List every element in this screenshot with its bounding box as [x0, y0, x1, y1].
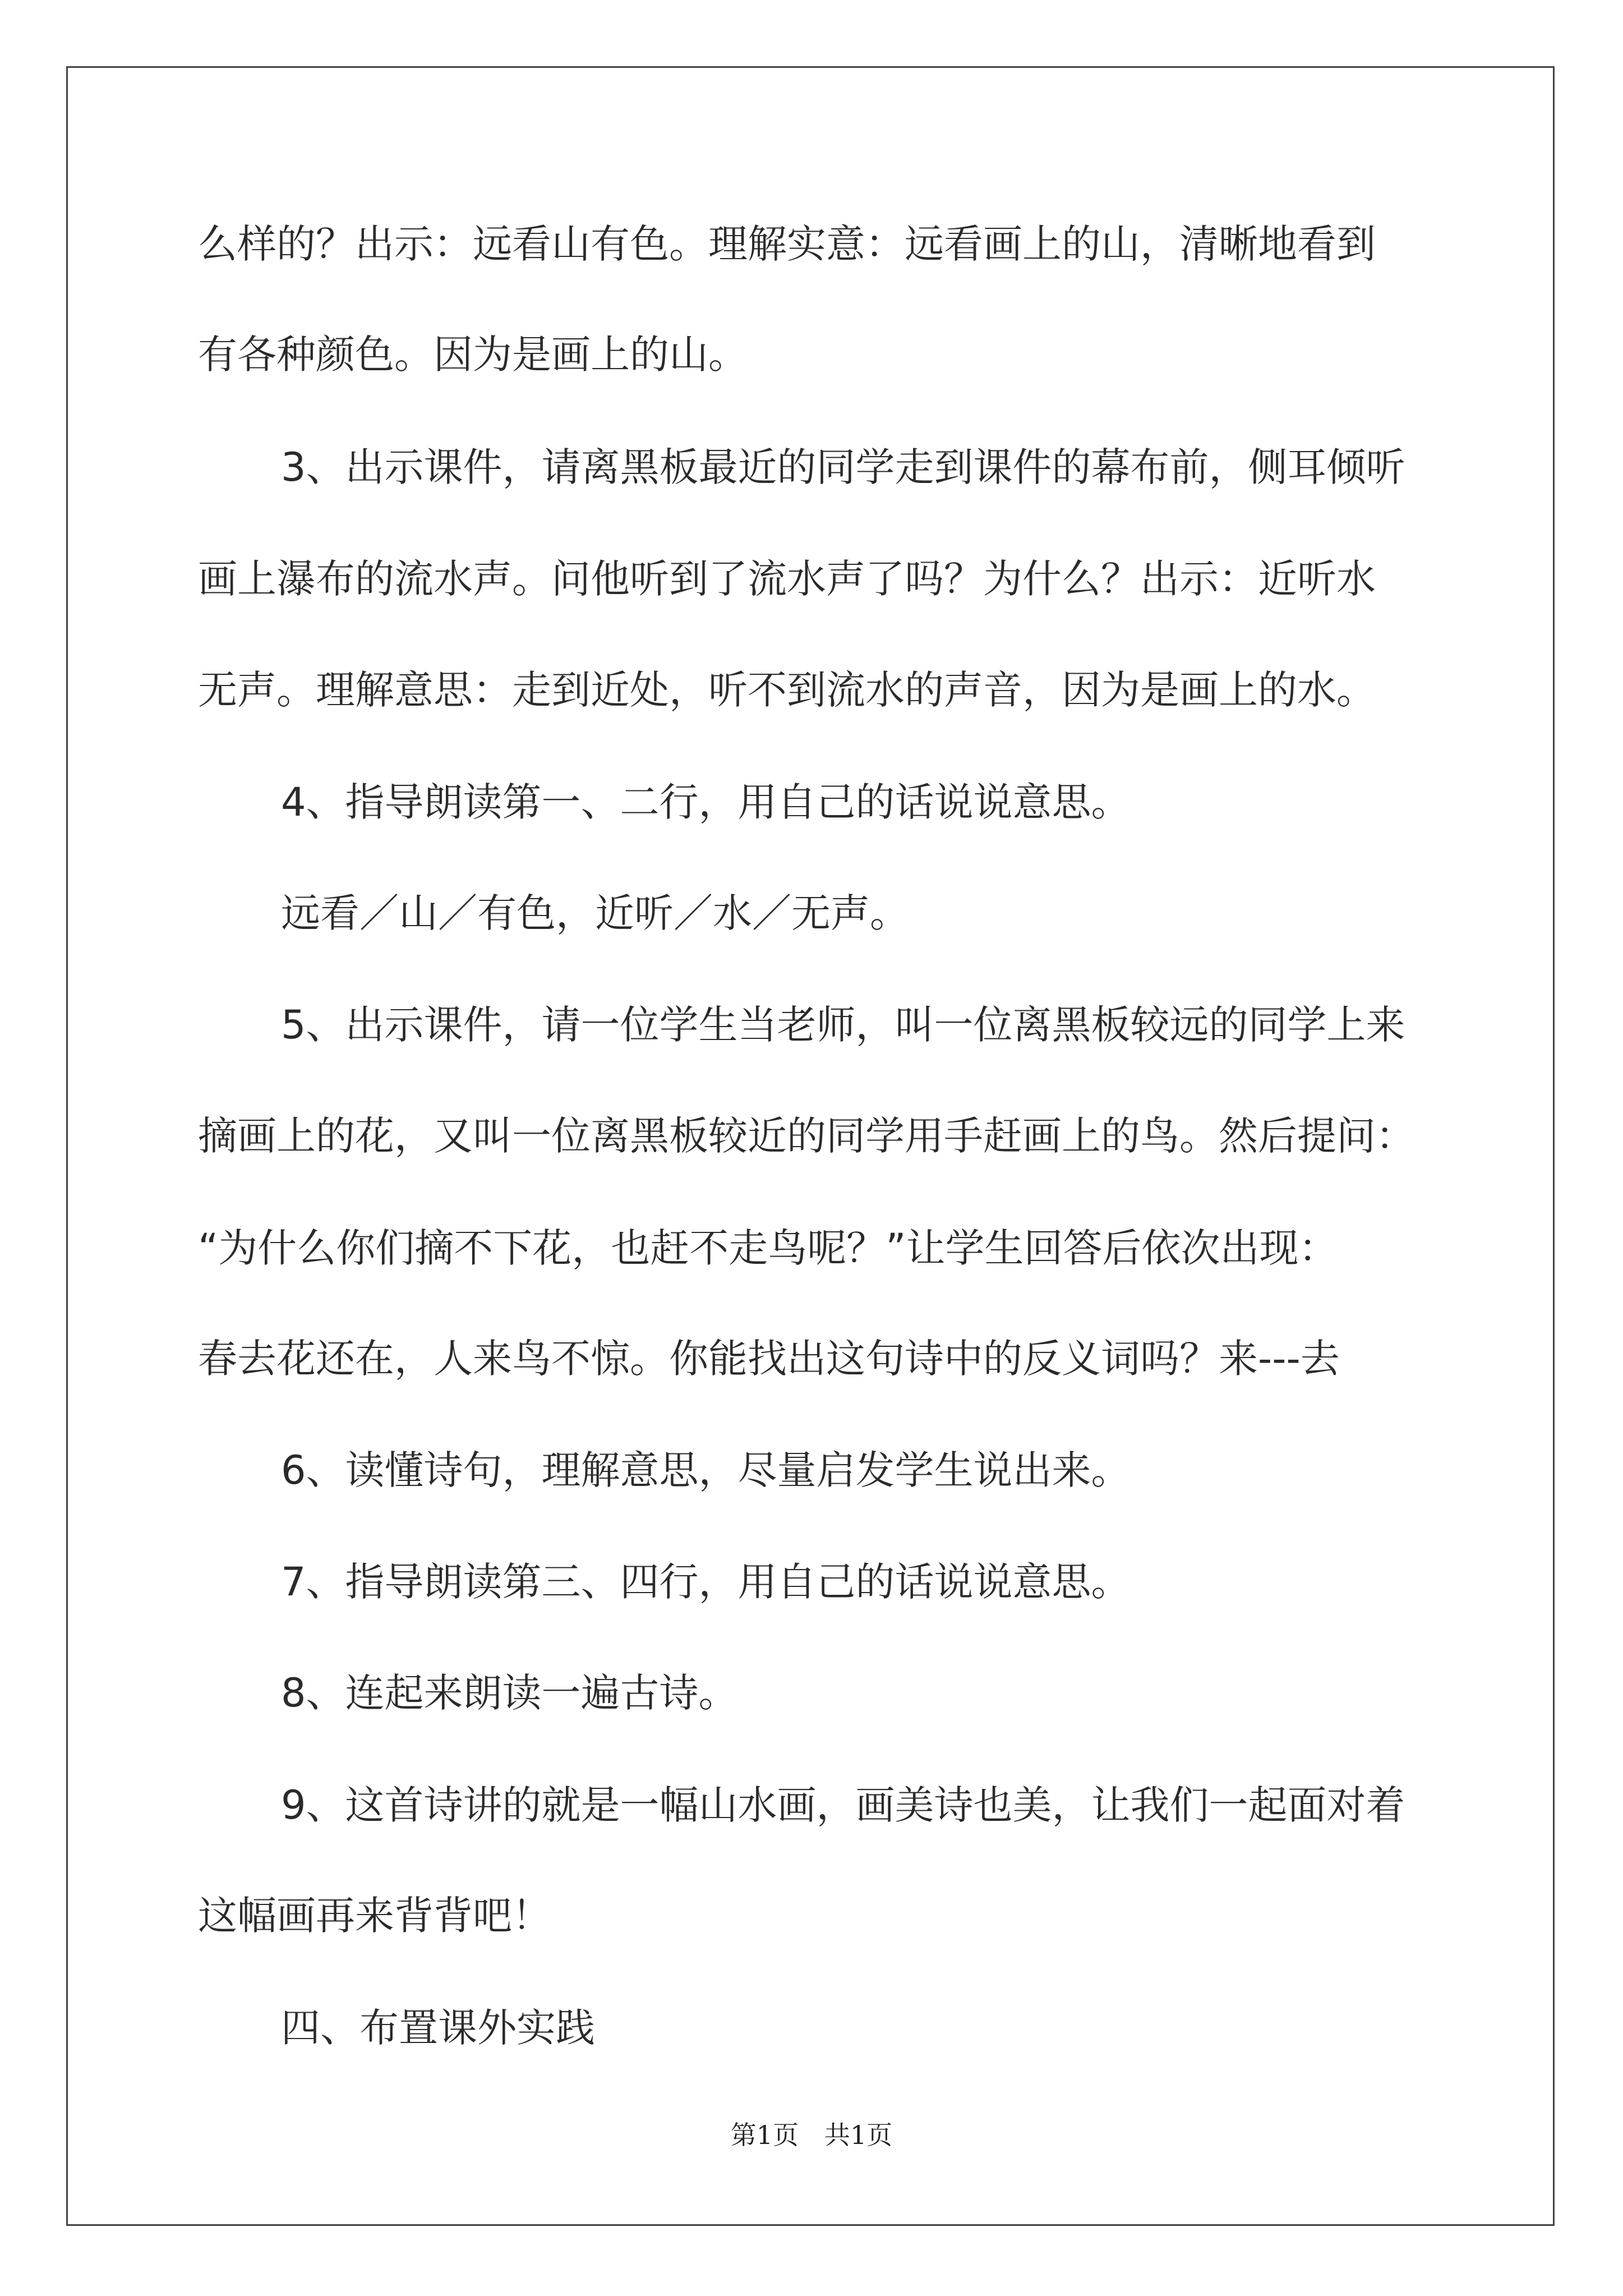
reading-rhythm-line: 远看／山／有色，近听／水／无声。	[281, 890, 909, 936]
text-line: 无声。理解意思：走到近处，听不到流水的声音，因为是画上的水。	[198, 667, 1376, 713]
text-line: 画上瀑布的流水声。问他听到了流水声了吗？为什么？出示：近听水	[198, 556, 1376, 602]
paragraph-6: 6、读懂诗句，理解意思，尽量启发学生说出来。	[281, 1447, 1131, 1493]
text-line: 摘画上的花，又叫一位离黑板较近的同学用手赶画上的鸟。然后提问：	[198, 1113, 1415, 1159]
paragraph-9-line-1: 9、这首诗讲的就是一幅山水画，画美诗也美，让我们一起面对着	[281, 1782, 1405, 1828]
paragraph-3-line-1: 3、出示课件，请离黑板最近的同学走到课件的幕布前，侧耳倾听	[281, 444, 1405, 490]
text-line: 春去花还在，人来鸟不惊。你能找出这句诗中的反义词吗？来---去	[198, 1336, 1340, 1382]
paragraph-8: 8、连起来朗读一遍古诗。	[281, 1670, 738, 1716]
page-number: 第1页 共1页	[730, 2120, 893, 2150]
paragraph-4: 4、指导朗读第一、二行，用自己的话说说意思。	[281, 779, 1131, 825]
text-line: 这幅画再来背背吧！	[198, 1893, 551, 1939]
text-line: 么样的？出示：远看山有色。理解实意：远看画上的山，清晰地看到	[198, 221, 1376, 267]
text-line: “为什么你们摘不下花，也赶不走鸟呢？”让学生回答后依次出现：	[198, 1225, 1338, 1271]
paragraph-5-line-1: 5、出示课件，请一位学生当老师，叫一位离黑板较远的同学上来	[281, 1002, 1405, 1048]
text-line: 有各种颜色。因为是画上的山。	[198, 332, 748, 378]
section-heading: 四、布置课外实践	[281, 2005, 595, 2051]
paragraph-7: 7、指导朗读第三、四行，用自己的话说说意思。	[281, 1559, 1131, 1605]
